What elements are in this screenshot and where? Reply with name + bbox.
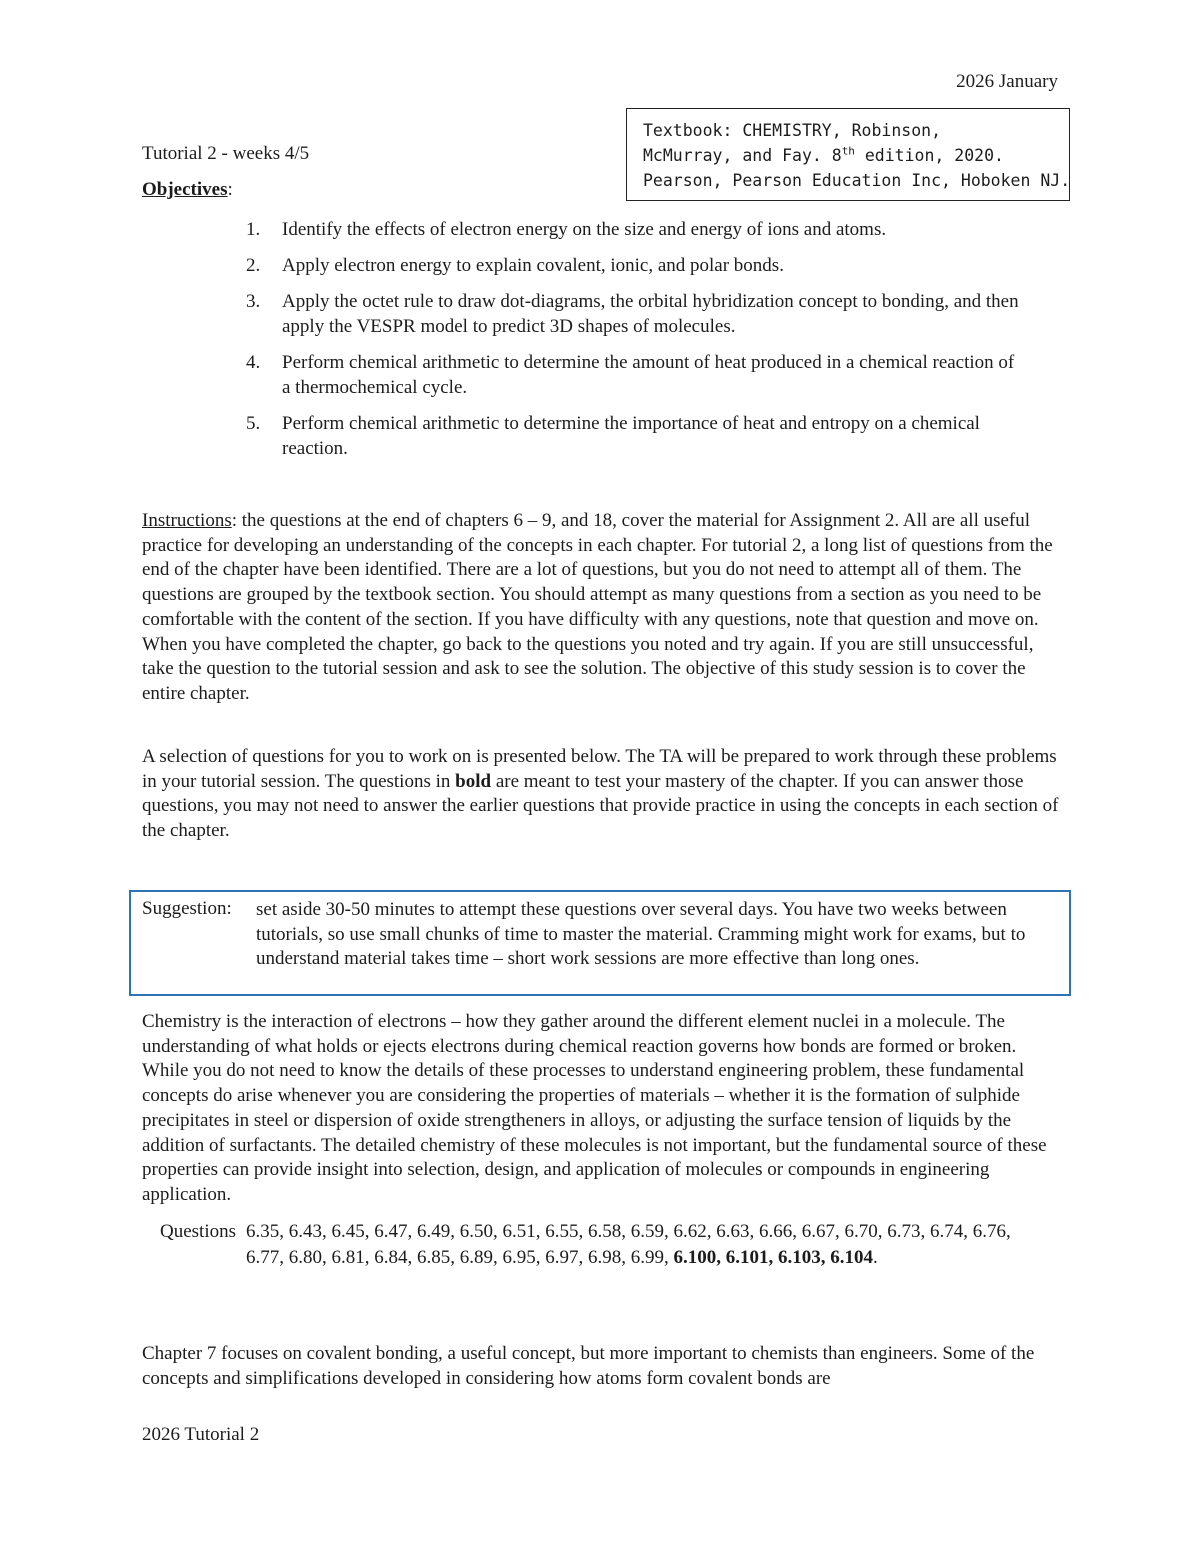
questions-end: . [873, 1247, 878, 1268]
objective-text: Perform chemical arithmetic to determine the importance of heat and entropy on a chemical reaction. [282, 413, 980, 459]
objectives-label: Objectives [142, 179, 228, 200]
objective-text: Perform chemical arithmetic to determine the amount of heat produced in a chemical reaction of a thermochemical cycle. [282, 352, 1015, 398]
suggestion-box [129, 890, 1071, 996]
textbook-authors: McMurray, and Fay. 8 [643, 146, 842, 165]
instructions-paragraph [142, 509, 1060, 707]
page-footer: 2026 Tutorial 2 [142, 1424, 260, 1445]
objective-number: 4. [246, 352, 261, 373]
selection-bold-word: bold [455, 770, 492, 792]
textbook-line-1: Textbook: CHEMISTRY, Robinson, [643, 121, 942, 140]
edition-superscript: th [841, 144, 855, 158]
selection-text-after: are meant to test your mastery of the chapter. If you can answer those questions, you may not need to answer the earlier questions that provide practice in using the concepts in each section of the chapter. [142, 770, 1059, 842]
objective-number: 1. [246, 219, 261, 240]
chapter6-questions [160, 1219, 1040, 1271]
objective-item [142, 350, 1022, 400]
textbook-line-2 [643, 143, 1069, 168]
objective-item [142, 217, 1022, 242]
chemistry-paragraph: Chemistry is the interaction of electrons – how they gather around the different element nuclei in a molecule. The understanding of what holds or ejects electrons during chemical reaction governs how bonds are formed or broken. While you do not need to know the details of these processes to understand engineering problem, these fundamental concepts do arise whenever you are considering the properties of materials – whether it is the formation of sulphide precipitates in steel or dispersion of oxide strengtheners in alloys, or adjusting the surface tension of liquids by the addition of surfactants. The detailed chemistry of these molecules is not important, but the fundamental source of these properties can provide insight into selection, design, and application of molecules or compounds in engineering application. [142, 1011, 1047, 1205]
objective-item [142, 253, 1022, 278]
selection-paragraph [142, 745, 1060, 844]
textbook-line-3: Pearson, Pearson Education Inc, Hoboken NJ. [643, 171, 1071, 190]
selection-text-before: A selection of questions for you to work on is presented below. The TA will be prepared to work through these problems in your tutorial session. The questions in [142, 746, 1057, 792]
objective-text: Apply the octet rule to draw dot-diagrams, the orbital hybridization concept to bonding, and then apply the VESPR model to predict 3D shapes of molecules. [282, 291, 1019, 337]
textbook-reference-box [626, 108, 1070, 201]
objective-item [142, 411, 1022, 461]
chapter7-paragraph: Chapter 7 focuses on covalent bonding, a useful concept, but more important to chemists than engineers. Some of the concepts and simplifications developed in considering how atoms form covalent bonds are [142, 1343, 1035, 1389]
instructions-label: Instructions [142, 510, 232, 531]
document-date: 2026 January [956, 71, 1058, 92]
objective-text: Apply electron energy to explain covalent, ionic, and polar bonds. [282, 255, 784, 276]
questions-list [160, 1219, 1040, 1271]
questions-bold: 6.100, 6.101, 6.103, 6.104 [673, 1247, 873, 1268]
objectives-list [142, 217, 1022, 472]
textbook-edition: edition, 2020. [854, 146, 1004, 165]
instructions-text: : the questions at the end of chapters 6 – 9, and 18, cover the material for Assignment 2. All are all useful practice for developing an understanding of the concepts in each chapter. For tutorial 2, a long list of questions from the end of the chapter have been identified. There are a lot of questions, but you do not need to attempt all of them. The questions are grouped by the textbook section. You should attempt as many questions from a section as you need to be comfortable with the content of the section. If you have difficulty with any questions, note that question and move on. When you have completed the chapter, go back to the questions you noted and try again. If you are still unsuccessful, take the question to the tutorial session and ask to see the solution. The objective of this study session is to cover the entire chapter. [142, 510, 1053, 704]
objectives-heading [142, 179, 233, 201]
questions-regular: 6.35, 6.43, 6.45, 6.47, 6.49, 6.50, 6.51, 6.55, 6.58, 6.59, 6.62, 6.63, 6.66, 6.67, 6.70, 6.73, 6.74, 6.76, 6.77, 6.80, 6.81, 6.84, 6.85, 6.89, 6.95, 6.97, 6.98, 6.99, [246, 1221, 1011, 1268]
objective-number: 2. [246, 255, 261, 276]
suggestion-text: set aside 30-50 minutes to attempt these questions over several days. You have two weeks between tutorials, so use small chunks of time to master the material. Cramming might work for exams, but to understand material takes time – short work sessions are more effective than long ones. [256, 899, 1026, 969]
objective-text: Identify the effects of electron energy on the size and energy of ions and atoms. [282, 219, 887, 240]
suggestion-label: Suggestion: [142, 898, 232, 919]
objective-number: 5. [246, 413, 261, 434]
tutorial-title: Tutorial 2 - weeks 4/5 [142, 143, 310, 164]
objective-number: 3. [246, 291, 261, 312]
objectives-colon: : [227, 179, 233, 200]
objective-item [142, 289, 1022, 339]
questions-label: Questions [160, 1221, 236, 1242]
